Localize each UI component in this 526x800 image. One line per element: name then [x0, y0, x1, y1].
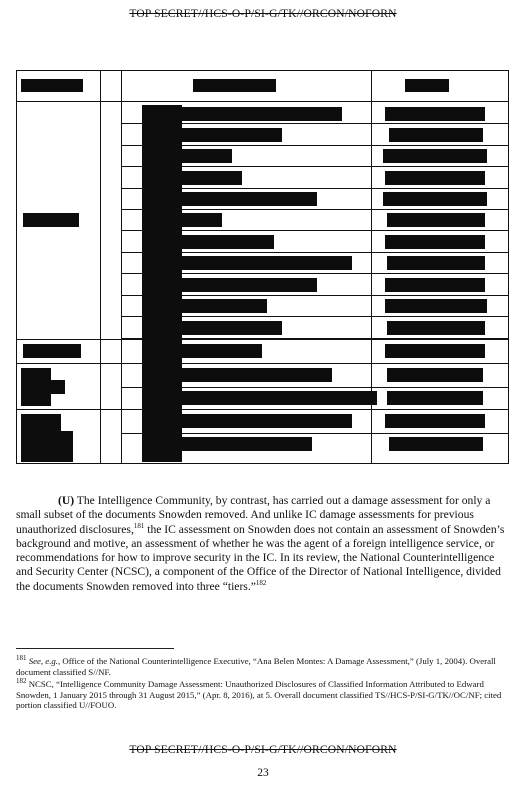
redaction-block [389, 128, 483, 142]
redaction-block [51, 380, 65, 394]
redaction-block [23, 213, 79, 227]
footnote-separator [16, 648, 174, 649]
redaction-block [385, 107, 485, 121]
redaction-block [385, 299, 487, 313]
table-row-divider [17, 363, 508, 364]
redaction-block [61, 431, 73, 462]
footnote-text: , Office of the National Counterintelligence Executive, “Ana Belen Montes: A Damage Assessment,” (July 1, 2004). Overall document classified S//NF. [16, 656, 496, 677]
redaction-block [182, 192, 317, 206]
redaction-block [182, 235, 274, 249]
redaction-block [182, 414, 352, 428]
redaction-block [387, 256, 485, 270]
redaction-block [385, 344, 485, 358]
footnote-182 [16, 679, 510, 711]
table-column-divider [100, 71, 101, 463]
redaction-block [182, 171, 242, 185]
body-paragraph [16, 494, 510, 594]
redaction-block [387, 321, 485, 335]
redaction-block [182, 149, 232, 163]
redaction-block [387, 368, 483, 382]
table-row-divider [17, 409, 508, 410]
redaction-block [182, 391, 377, 405]
redaction-block [387, 391, 483, 405]
footnote-181 [16, 656, 510, 677]
redaction-block [182, 213, 222, 227]
redaction-block [405, 79, 449, 92]
table-header-divider [17, 101, 508, 102]
redaction-block [182, 321, 282, 335]
redaction-block [182, 344, 262, 358]
redaction-block [21, 368, 51, 406]
redaction-block [182, 437, 312, 451]
table-row-divider [17, 339, 508, 340]
paragraph-text: The Intelligence Community, by contrast, has carried out a damage assessment for only a small subset of the documents Snowden removed. And unlike IC damage assessments for previous unauthorized disclosures, [16, 494, 491, 536]
redaction-block [21, 414, 61, 462]
footnote-ref-182: 182 [255, 578, 267, 587]
redaction-block [385, 171, 485, 185]
redaction-block [182, 256, 352, 270]
redaction-block [385, 414, 485, 428]
redaction-block [383, 149, 487, 163]
redacted-table [16, 70, 509, 464]
footnote-number: 181 [16, 654, 27, 663]
redaction-block [182, 299, 267, 313]
redaction-block [142, 105, 182, 462]
redaction-block [182, 278, 317, 292]
redaction-block [182, 368, 332, 382]
footnote-number: 182 [16, 677, 27, 686]
redaction-block [385, 278, 485, 292]
table-column-divider [121, 71, 122, 463]
footnote-text: NCSC, “Intelligence Community Damage Assessment: Unauthorized Disclosures of Classified Information Attributed to Edward Snowden, 1 January 2015 through 31 August 2015,” (Apr. 8, 2016), at 5. Overall document classified TS//HCS-P/SI-G/TK//OC/NF; cited portion classified U//FOUO. [16, 679, 502, 711]
classification-footer: TOP SECRET//HCS-O-P/SI-G/TK//ORCON/NOFORN [129, 744, 397, 756]
redaction-block [389, 437, 483, 451]
classification-header: TOP SECRET//HCS-O-P/SI-G/TK//ORCON/NOFORN [129, 8, 397, 20]
redaction-block [193, 79, 276, 92]
redaction-block [23, 344, 81, 358]
footnote-signal: See, e.g. [28, 656, 59, 666]
redaction-block [387, 213, 485, 227]
paragraph-text: the IC assessment on Snowden does not contain an assessment of Snowden’s background and motive, an assessment of whether he was the agent of a foreign intelligence service, or recommendations for how to improve security in the IC. In its review, the National Counterintelligence and Security Center (NCSC), a component of the Office of the Director of National Intelligence, divided the documents Snowden removed into three “tiers.” [16, 522, 505, 593]
redaction-block [21, 79, 83, 92]
footnote-ref-181: 181 [133, 521, 145, 530]
redaction-block [182, 128, 282, 142]
redaction-block [182, 107, 342, 121]
redaction-block [383, 192, 487, 206]
page-number: 23 [257, 767, 269, 779]
portion-marking: (U) [58, 494, 75, 507]
redaction-block [385, 235, 485, 249]
